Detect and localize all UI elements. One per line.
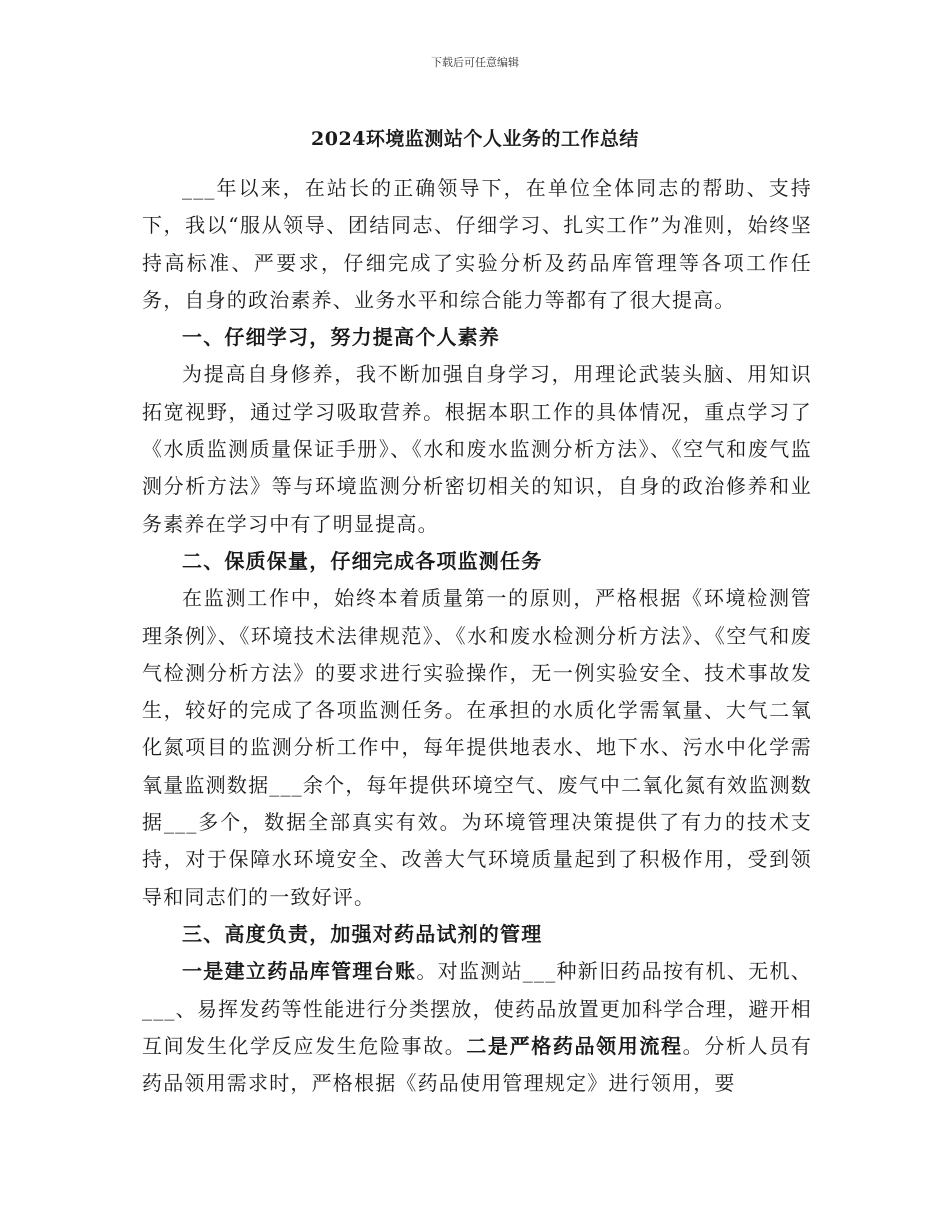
text-ledger: 。对监测站___种新旧药品按有机、无机、___、易挥发药等性能进行分类摆放，使药品放置更加科学合理，避开相互间发生化学反应发生危险事故。 [142, 959, 813, 1058]
paragraph-monitoring: 在监测工作中，始终本着质量第一的原则，严格根据《环境检测管理条例》、《环境技术法律规范》、《水和废水检测分析方法》、《空气和废气检测分析方法》的要求进行实验操作，无一例实验安全、技术事故发生，较好的完成了各项监测任务。在承担的水质化学需氧量、大气二氧化氮项目的监测分析工作中，每年提供地表水、地下水、污水中化学需氧量监测数据___余个，每年提供环境空气、废气中二氧化氮有效监测数据___多个，数据全部真实有效。为环境管理决策提供了有力的技术支持，对于保障水环境安全、改善大气环境质量起到了积极作用，受到领导和同志们的一致好评。 [142, 586, 812, 909]
bold-lead-process: 二是严格药品领用流程 [466, 1033, 683, 1058]
paragraph-reagents [142, 953, 812, 1102]
section-heading-2: 二、保质保量，仔细完成各项监测任务 [182, 548, 543, 573]
section-heading-3: 三、高度负责，加强对药品试剂的管理 [182, 921, 543, 946]
section-heading-1: 一、仔细学习，努力提高个人素养 [182, 325, 500, 350]
bold-lead-ledger: 一是建立药品库管理台账 [182, 959, 417, 984]
paragraph-intro: ___年以来，在站长的正确领导下，在单位全体同志的帮助、支持下，我以“服从领导、团结同志、仔细学习、扎实工作”为准则，始终坚持高标准、严要求，仔细完成了实验分析及药品库管理等各项工作任务，自身的政治素养、业务水平和综合能力等都有了很大提高。 [142, 176, 812, 312]
document-body [142, 170, 812, 1102]
document-title: 2024环境监测站个人业务的工作总结 [311, 128, 639, 150]
header-note: 下载后可任意编辑 [431, 56, 519, 69]
paragraph-study: 为提高自身修养，我不断加强自身学习，用理论武装头脑、用知识拓宽视野，通过学习吸取营养。根据本职工作的具体情况，重点学习了《水质监测质量保证手册》、《水和废水监测分析方法》、《空气和废气监测分析方法》等与环境监测分析密切相关的知识，自身的政治修养和业务素养在学习中有了明显提高。 [142, 362, 812, 536]
text-process: 。分析人员有药品领用需求时，严格根据《药品使用管理规定》进行领用，要 [142, 1033, 813, 1096]
